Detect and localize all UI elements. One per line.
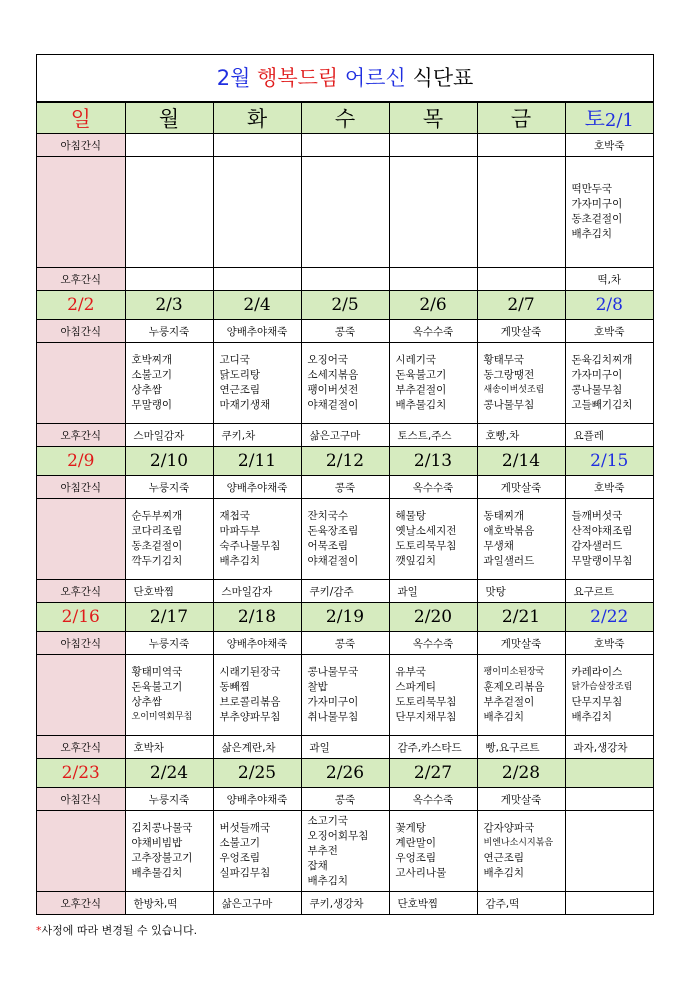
date-cell: 2/4 bbox=[213, 291, 301, 320]
lunch-cell bbox=[565, 655, 653, 736]
dish: 잡채 bbox=[307, 859, 328, 872]
snack-cell: 호빵,차 bbox=[477, 424, 565, 447]
snack-cell: 누룽지죽 bbox=[125, 788, 213, 811]
dish: 배추김치 bbox=[571, 711, 613, 723]
dish: 배추물김치 bbox=[131, 867, 183, 879]
lunch-cell bbox=[389, 655, 477, 736]
day-name: 화 bbox=[246, 107, 268, 131]
lunch-row bbox=[37, 811, 653, 892]
lunch-cell bbox=[389, 343, 477, 424]
dish: 취나물무침 bbox=[307, 711, 359, 723]
snack-cell: 과일 bbox=[301, 736, 389, 759]
day-name: 일 bbox=[70, 107, 91, 131]
date-cell: 2/12 bbox=[301, 447, 389, 476]
lunch-cell bbox=[477, 157, 565, 268]
date-cell: 2/13 bbox=[389, 447, 477, 476]
row-label: 아침간식 bbox=[37, 320, 125, 343]
dish: 오징어국 bbox=[307, 354, 349, 366]
dish: 콩나물무침 bbox=[571, 384, 623, 396]
snack-cell: 과일 bbox=[389, 580, 477, 603]
day-name: 토 bbox=[584, 107, 605, 131]
date-cell: 2/11 bbox=[213, 447, 301, 476]
dish: 새송이버섯조림 bbox=[483, 385, 545, 395]
date-cell: 2/20 bbox=[389, 603, 477, 632]
date-cell bbox=[565, 759, 653, 788]
title-who: 어르신 bbox=[344, 66, 406, 90]
date-cell: 2/21 bbox=[477, 603, 565, 632]
snack-cell: 쿠키/감주 bbox=[301, 580, 389, 603]
dish: 김치콩나물국 bbox=[131, 822, 193, 834]
dish: 동빼찜 bbox=[219, 681, 250, 693]
snack-cell: 호박죽 bbox=[565, 632, 653, 655]
dish: 고추장불고기 bbox=[131, 852, 193, 864]
snack-cell: 단호박찜 bbox=[389, 892, 477, 915]
snack-cell: 감주,떡 bbox=[477, 892, 565, 915]
date-cell: 2/6 bbox=[389, 291, 477, 320]
snack-cell: 누룽지죽 bbox=[125, 320, 213, 343]
dish: 배추김치 bbox=[219, 555, 261, 567]
row-label: 아침간식 bbox=[37, 476, 125, 499]
lunch-cell bbox=[301, 343, 389, 424]
date-cell: 2/23 bbox=[37, 759, 125, 788]
dish: 배추김치 bbox=[571, 228, 613, 240]
lunch-cell bbox=[213, 655, 301, 736]
snack-cell: 양배추야채죽 bbox=[213, 320, 301, 343]
dish: 시래기된장국 bbox=[219, 666, 281, 678]
date-cell: 2/24 bbox=[125, 759, 213, 788]
row-label: 아침간식 bbox=[37, 788, 125, 811]
lunch-cell bbox=[389, 499, 477, 580]
snack-cell: 옥수수죽 bbox=[389, 320, 477, 343]
dish: 들깨버섯국 bbox=[571, 510, 623, 522]
lunch-cell bbox=[477, 655, 565, 736]
dish: 호박찌개 bbox=[131, 354, 173, 366]
lunch-cell bbox=[389, 811, 477, 892]
snack-cell: 감주,카스타드 bbox=[389, 736, 477, 759]
lunch-cell bbox=[125, 655, 213, 736]
lunch-cell bbox=[565, 811, 653, 892]
snack-cell: 스마일감자 bbox=[125, 424, 213, 447]
snack-row bbox=[37, 268, 653, 291]
snack-row bbox=[37, 134, 653, 157]
snack-cell: 토스트,주스 bbox=[389, 424, 477, 447]
row-label: 아침간식 bbox=[37, 632, 125, 655]
snack-cell bbox=[213, 134, 301, 157]
dish: 우엉조림 bbox=[219, 852, 261, 864]
row-label: 오후간식 bbox=[37, 736, 125, 759]
dish: 과일샐러드 bbox=[483, 555, 535, 567]
footnote bbox=[36, 922, 197, 938]
dish: 연근조림 bbox=[219, 384, 261, 396]
snack-cell: 양배추야채죽 bbox=[213, 788, 301, 811]
dish: 감자샐러드 bbox=[571, 540, 623, 552]
dish: 감자양파국 bbox=[483, 822, 535, 834]
dish: 비엔나소시지볶음 bbox=[483, 838, 554, 848]
date-row bbox=[37, 447, 653, 476]
dish: 돈육김치찌개 bbox=[571, 354, 633, 366]
snack-cell: 호박죽 bbox=[565, 320, 653, 343]
lunch-cell bbox=[125, 811, 213, 892]
day-header-cell bbox=[301, 103, 389, 134]
dish: 상추쌈 bbox=[131, 384, 162, 396]
dish: 고들빼기김치 bbox=[571, 399, 633, 411]
snack-row bbox=[37, 788, 653, 811]
lunch-cell bbox=[125, 157, 213, 268]
lunch-cell bbox=[301, 499, 389, 580]
lunch-row bbox=[37, 499, 653, 580]
snack-row bbox=[37, 320, 653, 343]
lunch-cell bbox=[125, 499, 213, 580]
snack-cell bbox=[213, 268, 301, 291]
dish: 옛날소세지전 bbox=[395, 525, 457, 537]
dish: 실파김무침 bbox=[219, 867, 271, 879]
snack-cell: 단호박찜 bbox=[125, 580, 213, 603]
dish: 깻잎김치 bbox=[395, 555, 437, 567]
snack-cell bbox=[565, 892, 653, 915]
day-header-cell bbox=[477, 103, 565, 134]
date-cell: 2/5 bbox=[301, 291, 389, 320]
dish: 황태미역국 bbox=[131, 666, 183, 678]
dish: 훈제오리볶음 bbox=[483, 681, 545, 693]
lunch-label-cell bbox=[37, 811, 125, 892]
dish: 배추김치 bbox=[307, 874, 349, 887]
row-label: 아침간식 bbox=[37, 134, 125, 157]
lunch-row bbox=[37, 343, 653, 424]
dish: 스파게티 bbox=[395, 681, 437, 693]
dish: 상추쌈 bbox=[131, 696, 162, 708]
lunch-cell bbox=[213, 499, 301, 580]
snack-cell: 양배추야채죽 bbox=[213, 476, 301, 499]
day-name: 월 bbox=[158, 107, 180, 131]
lunch-cell bbox=[213, 343, 301, 424]
dish: 숙주나물무침 bbox=[219, 540, 281, 552]
dish: 마파두부 bbox=[219, 525, 261, 537]
lunch-label-cell bbox=[37, 655, 125, 736]
dish: 연근조림 bbox=[483, 852, 525, 864]
dish: 소불고기 bbox=[131, 369, 173, 381]
date-cell: 2/14 bbox=[477, 447, 565, 476]
row-label: 오후간식 bbox=[37, 580, 125, 603]
snack-cell bbox=[565, 788, 653, 811]
snack-cell: 스마일감자 bbox=[213, 580, 301, 603]
dish: 찰밥 bbox=[307, 681, 328, 693]
date-cell: 2/10 bbox=[125, 447, 213, 476]
snack-cell: 콩죽 bbox=[301, 476, 389, 499]
date-cell: 2/7 bbox=[477, 291, 565, 320]
snack-cell bbox=[477, 268, 565, 291]
dish: 황태무국 bbox=[483, 354, 525, 366]
page-title bbox=[37, 55, 653, 102]
dish: 오징어회무침 bbox=[307, 829, 369, 842]
title-name: 행복드림 bbox=[257, 66, 339, 90]
dish: 무말랭이 bbox=[131, 399, 173, 411]
dish: 고디국 bbox=[219, 354, 250, 366]
day-header-cell bbox=[37, 103, 125, 134]
dish: 단무지무침 bbox=[571, 696, 623, 708]
snack-cell: 옥수수죽 bbox=[389, 476, 477, 499]
dish: 소세지볶음 bbox=[307, 369, 359, 381]
lunch-label-cell bbox=[37, 499, 125, 580]
snack-cell: 과자,생강차 bbox=[565, 736, 653, 759]
lunch-cell bbox=[213, 157, 301, 268]
day-header-cell bbox=[389, 103, 477, 134]
snack-cell: 쿠키,생강차 bbox=[301, 892, 389, 915]
dish: 동초겉절이 bbox=[131, 540, 183, 552]
date-cell: 2/3 bbox=[125, 291, 213, 320]
dish: 꽃게탕 bbox=[395, 822, 426, 834]
first-saturday-date: 2/1 bbox=[604, 110, 634, 131]
date-cell: 2/27 bbox=[389, 759, 477, 788]
snack-cell bbox=[301, 134, 389, 157]
date-cell: 2/17 bbox=[125, 603, 213, 632]
dish: 소불고기 bbox=[219, 837, 261, 849]
dish: 배추물김치 bbox=[395, 399, 447, 411]
snack-cell bbox=[125, 134, 213, 157]
dish: 버섯들깨국 bbox=[219, 822, 271, 834]
lunch-cell bbox=[125, 343, 213, 424]
dish: 배추김치 bbox=[483, 867, 525, 879]
dish: 돈육불고기 bbox=[395, 369, 447, 381]
dish: 돈육불고기 bbox=[131, 681, 183, 693]
lunch-cell bbox=[565, 157, 653, 268]
dish: 떡만두국 bbox=[571, 183, 613, 195]
dish: 해물탕 bbox=[395, 510, 426, 522]
date-cell: 2/8 bbox=[565, 291, 653, 320]
dish: 콩나물무침 bbox=[483, 399, 535, 411]
snack-cell: 양배추야채죽 bbox=[213, 632, 301, 655]
day-name: 금 bbox=[510, 107, 532, 131]
day-header-cell bbox=[125, 103, 213, 134]
day-name: 목 bbox=[422, 107, 444, 131]
dish: 야채겉절이 bbox=[307, 399, 359, 411]
dish: 고사리나물 bbox=[395, 867, 447, 879]
menu-table bbox=[37, 102, 653, 914]
dish: 야채비빔밥 bbox=[131, 837, 183, 849]
dish: 콩나물무국 bbox=[307, 666, 359, 678]
snack-cell: 맛탕 bbox=[477, 580, 565, 603]
dish: 동초겉절이 bbox=[571, 213, 623, 225]
date-cell: 2/9 bbox=[37, 447, 125, 476]
dish: 돈육장조림 bbox=[307, 525, 359, 537]
lunch-cell bbox=[301, 655, 389, 736]
snack-cell: 삶은계란,차 bbox=[213, 736, 301, 759]
dish: 카레라이스 bbox=[571, 666, 623, 678]
footnote-star: * bbox=[36, 924, 42, 937]
snack-row bbox=[37, 736, 653, 759]
lunch-row bbox=[37, 157, 653, 268]
dish: 순두부찌개 bbox=[131, 510, 183, 522]
dish: 가자미구이 bbox=[571, 369, 623, 381]
lunch-cell bbox=[565, 343, 653, 424]
footnote-text: 사정에 따라 변경될 수 있습니다. bbox=[41, 924, 198, 937]
date-cell: 2/26 bbox=[301, 759, 389, 788]
snack-cell: 빵,요구르트 bbox=[477, 736, 565, 759]
day-name: 수 bbox=[334, 107, 356, 131]
lunch-row bbox=[37, 655, 653, 736]
snack-cell: 요플레 bbox=[565, 424, 653, 447]
dish: 재첩국 bbox=[219, 510, 250, 522]
dish: 마재기생채 bbox=[219, 399, 271, 411]
dish: 시레기국 bbox=[395, 354, 437, 366]
snack-cell: 콩죽 bbox=[301, 320, 389, 343]
dish: 배추김치 bbox=[483, 711, 525, 723]
snack-cell: 삶은고구마 bbox=[301, 424, 389, 447]
title-month: 2월 bbox=[216, 66, 251, 90]
lunch-label-cell bbox=[37, 343, 125, 424]
dish: 팽이버섯전 bbox=[307, 384, 359, 396]
menu-sheet bbox=[36, 54, 654, 915]
dish: 어묵조림 bbox=[307, 540, 349, 552]
snack-cell: 게맛살죽 bbox=[477, 476, 565, 499]
snack-cell: 게맛살죽 bbox=[477, 788, 565, 811]
snack-row bbox=[37, 476, 653, 499]
snack-row bbox=[37, 424, 653, 447]
dish: 잔치국수 bbox=[307, 510, 349, 522]
dish: 가자미구이 bbox=[307, 696, 359, 708]
row-label: 오후간식 bbox=[37, 424, 125, 447]
snack-cell: 요구르트 bbox=[565, 580, 653, 603]
lunch-cell bbox=[301, 811, 389, 892]
dish: 도토리묵무침 bbox=[395, 696, 457, 708]
snack-cell: 옥수수죽 bbox=[389, 788, 477, 811]
snack-cell bbox=[389, 134, 477, 157]
dish: 닭가슴살장조림 bbox=[571, 682, 633, 692]
snack-cell: 호박죽 bbox=[565, 134, 653, 157]
snack-cell: 호박죽 bbox=[565, 476, 653, 499]
snack-cell: 누룽지죽 bbox=[125, 476, 213, 499]
dish: 소고기국 bbox=[307, 814, 349, 827]
dish: 코다리조림 bbox=[131, 525, 183, 537]
date-cell: 2/18 bbox=[213, 603, 301, 632]
snack-cell: 옥수수죽 bbox=[389, 632, 477, 655]
row-label: 오후간식 bbox=[37, 268, 125, 291]
snack-cell: 누룽지죽 bbox=[125, 632, 213, 655]
day-header-cell bbox=[213, 103, 301, 134]
lunch-cell bbox=[477, 343, 565, 424]
title-suffix: 식단표 bbox=[412, 66, 474, 90]
snack-cell: 한방차,떡 bbox=[125, 892, 213, 915]
snack-cell: 콩죽 bbox=[301, 632, 389, 655]
dish: 부추겉절이 bbox=[395, 384, 447, 396]
lunch-cell bbox=[477, 499, 565, 580]
snack-cell: 쿠키,차 bbox=[213, 424, 301, 447]
dish: 우엉조림 bbox=[395, 852, 437, 864]
dish: 유부국 bbox=[395, 666, 426, 678]
lunch-cell bbox=[565, 499, 653, 580]
dish: 오이미역회무침 bbox=[131, 712, 193, 722]
lunch-cell bbox=[213, 811, 301, 892]
snack-cell: 게맛살죽 bbox=[477, 320, 565, 343]
date-cell: 2/25 bbox=[213, 759, 301, 788]
dish: 산적야채조림 bbox=[571, 525, 633, 537]
dish: 계란말이 bbox=[395, 837, 437, 849]
date-row bbox=[37, 291, 653, 320]
dish: 부추전 bbox=[307, 844, 338, 857]
dish: 부추겉절이 bbox=[483, 696, 535, 708]
dish: 단무지채무침 bbox=[395, 711, 457, 723]
row-label: 오후간식 bbox=[37, 892, 125, 915]
snack-cell: 호박차 bbox=[125, 736, 213, 759]
snack-row bbox=[37, 892, 653, 915]
snack-cell: 떡,차 bbox=[565, 268, 653, 291]
dish: 무생채 bbox=[483, 540, 514, 552]
dish: 야채겉절이 bbox=[307, 555, 359, 567]
date-row bbox=[37, 603, 653, 632]
snack-cell bbox=[477, 134, 565, 157]
dish: 부추양파무침 bbox=[219, 711, 281, 723]
date-cell: 2/22 bbox=[565, 603, 653, 632]
day-header-row bbox=[37, 103, 653, 134]
snack-row bbox=[37, 632, 653, 655]
dish: 도토리묵무침 bbox=[395, 540, 457, 552]
date-cell: 2/19 bbox=[301, 603, 389, 632]
dish: 팽이미소된장국 bbox=[483, 667, 545, 677]
dish: 가자미구이 bbox=[571, 198, 623, 210]
lunch-label-cell bbox=[37, 157, 125, 268]
snack-cell: 게맛살죽 bbox=[477, 632, 565, 655]
lunch-cell bbox=[477, 811, 565, 892]
dish: 애호박볶음 bbox=[483, 525, 535, 537]
date-cell: 2/16 bbox=[37, 603, 125, 632]
date-cell: 2/15 bbox=[565, 447, 653, 476]
dish: 닭도리탕 bbox=[219, 369, 261, 381]
dish: 브로콜리볶음 bbox=[219, 696, 281, 708]
date-cell: 2/2 bbox=[37, 291, 125, 320]
snack-cell bbox=[125, 268, 213, 291]
dish: 무말랭이무침 bbox=[571, 555, 633, 567]
day-header-cell bbox=[565, 103, 653, 134]
snack-cell: 콩죽 bbox=[301, 788, 389, 811]
lunch-cell bbox=[389, 157, 477, 268]
snack-cell bbox=[389, 268, 477, 291]
snack-cell: 삶은고구마 bbox=[213, 892, 301, 915]
dish: 동그랑땡전 bbox=[483, 369, 535, 381]
dish: 동태찌개 bbox=[483, 510, 525, 522]
snack-row bbox=[37, 580, 653, 603]
date-cell: 2/28 bbox=[477, 759, 565, 788]
snack-cell bbox=[301, 268, 389, 291]
date-row bbox=[37, 759, 653, 788]
dish: 깍두기김치 bbox=[131, 555, 183, 567]
lunch-cell bbox=[301, 157, 389, 268]
